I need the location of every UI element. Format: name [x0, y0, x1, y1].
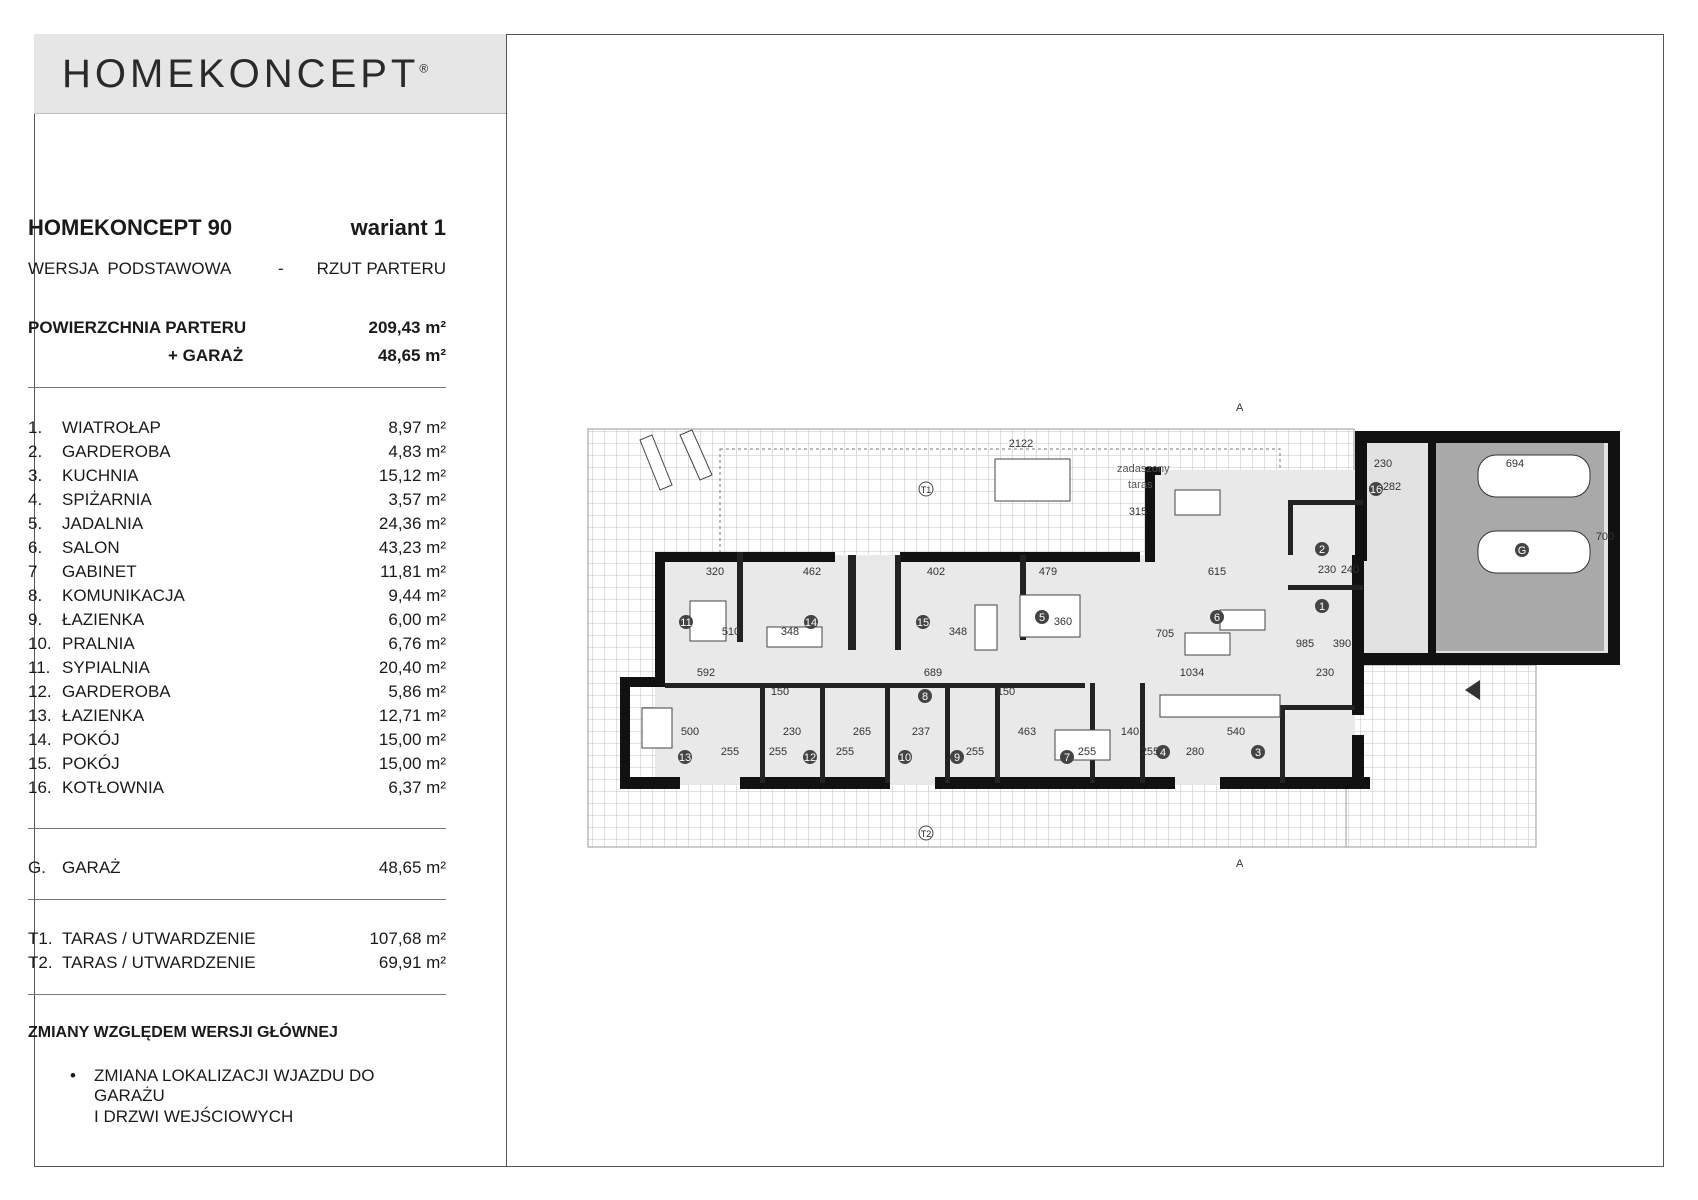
room-area: 4,83 m² — [388, 442, 446, 461]
bed-room-11 — [690, 601, 726, 641]
room-name: POKÓJ — [62, 754, 120, 773]
svg-text:402: 402 — [926, 566, 946, 578]
svg-text:230: 230 — [782, 726, 802, 738]
room-name: ŁAZIENKA — [62, 610, 145, 629]
svg-text:9: 9 — [953, 752, 961, 764]
room-name: ŁAZIENKA — [62, 706, 145, 725]
covered-terrace-label: taras — [1128, 479, 1153, 491]
ground-area-value: 209,43 m² — [368, 318, 446, 337]
room-number: 12. — [28, 682, 52, 701]
svg-text:615: 615 — [1207, 566, 1227, 578]
svg-text:14: 14 — [804, 617, 818, 629]
room-name: KUCHNIA — [62, 466, 139, 485]
ground-area-label: POWIERZCHNIA PARTERU — [28, 318, 247, 337]
svg-text:1034: 1034 — [1179, 667, 1205, 679]
section-mark-top: A — [1236, 402, 1244, 414]
svg-text:11: 11 — [680, 617, 692, 629]
svg-text:16: 16 — [1369, 484, 1383, 496]
section-mark-bottom: A — [1236, 858, 1244, 870]
view-label: RZUT PARTERU — [316, 259, 446, 278]
room-number: 3. — [28, 466, 43, 485]
changes-line-2: I DRZWI WEJŚCIOWYCH — [94, 1107, 294, 1126]
svg-text:15: 15 — [916, 617, 930, 629]
room-name: PRALNIA — [62, 634, 135, 653]
room-number: 1. — [28, 418, 43, 437]
room-number: 13. — [28, 706, 52, 725]
svg-text:2: 2 — [1318, 544, 1326, 556]
svg-text:12: 12 — [803, 752, 817, 764]
svg-text:230: 230 — [1373, 458, 1393, 470]
covered-terrace-label: zadaszony — [1117, 463, 1170, 475]
room-area: 8,97 m² — [388, 418, 446, 437]
svg-text:3: 3 — [1254, 747, 1262, 759]
divider — [28, 994, 446, 995]
project-variant: wariant 1 — [350, 215, 446, 240]
svg-text:7: 7 — [1063, 752, 1071, 764]
svg-text:T1: T1 — [920, 485, 932, 495]
tv-bench — [1220, 610, 1265, 630]
svg-text:500: 500 — [680, 726, 700, 738]
divider — [28, 899, 446, 900]
room-number: G. — [28, 858, 46, 877]
room-area: 12,71 m² — [378, 706, 446, 725]
entrance-terrace-area — [1346, 665, 1536, 847]
svg-text:463: 463 — [1017, 726, 1037, 738]
floor-plan — [580, 395, 1640, 875]
room-number: 14. — [28, 730, 52, 749]
svg-text:13: 13 — [678, 752, 692, 764]
room-name: TARAS / UTWARDZENIE — [62, 929, 256, 948]
room-number: 6. — [28, 538, 43, 557]
room-number: T2. — [28, 953, 53, 972]
svg-text:5: 5 — [1038, 612, 1046, 624]
svg-text:237: 237 — [911, 726, 931, 738]
room-name: GARDEROBA — [62, 682, 171, 701]
room-name: KOMUNIKACJA — [62, 586, 185, 605]
svg-text:1: 1 — [1318, 601, 1326, 613]
version-dash: - — [278, 259, 284, 278]
svg-text:T2: T2 — [920, 829, 932, 839]
terrace-table — [995, 459, 1070, 501]
room-name: KOTŁOWNIA — [62, 778, 165, 797]
room-number: 15. — [28, 754, 52, 773]
brand-logo: HOMEKONCEPT® — [62, 52, 429, 96]
svg-text:10: 10 — [898, 752, 912, 764]
room-area: 107,68 m² — [369, 929, 446, 948]
room-number: 9. — [28, 610, 43, 629]
svg-text:255: 255 — [1140, 746, 1160, 758]
svg-text:705: 705 — [1155, 628, 1175, 640]
room-area: 6,76 m² — [388, 634, 446, 653]
room-name: TARAS / UTWARDZENIE — [62, 953, 256, 972]
svg-text:592: 592 — [696, 667, 716, 679]
logo-box — [34, 34, 506, 114]
svg-text:348: 348 — [780, 626, 800, 638]
svg-text:320: 320 — [705, 566, 725, 578]
garage-area-value: 48,65 m² — [377, 346, 446, 365]
svg-text:280: 280 — [1185, 746, 1205, 758]
divider — [28, 387, 446, 388]
changes-line-1: ZMIANA LOKALIZACJI WJAZDU DO GARAŻU — [94, 1066, 375, 1105]
svg-text:694: 694 — [1505, 458, 1525, 470]
room-name: GARAŻ — [62, 858, 121, 877]
room-name: WIATROŁAP — [62, 418, 161, 437]
svg-text:265: 265 — [852, 726, 872, 738]
room-number: 5. — [28, 514, 43, 533]
room-area: 20,40 m² — [378, 658, 446, 677]
room-area: 43,23 m² — [378, 538, 446, 557]
room-number: 7 — [28, 562, 38, 581]
room-area: 5,86 m² — [388, 682, 446, 701]
bullet: • — [70, 1066, 76, 1085]
svg-text:255: 255 — [835, 746, 855, 758]
room-area: 15,00 m² — [378, 754, 446, 773]
svg-text:282: 282 — [1382, 481, 1402, 493]
room-name: GABINET — [62, 562, 137, 581]
svg-text:255: 255 — [720, 746, 740, 758]
room-name: SPIŻARNIA — [62, 490, 152, 509]
sofa — [1185, 633, 1230, 655]
divider — [28, 828, 446, 829]
svg-text:150: 150 — [996, 686, 1016, 698]
svg-text:230: 230 — [1317, 564, 1337, 576]
svg-text:140: 140 — [1120, 726, 1140, 738]
svg-text:255: 255 — [965, 746, 985, 758]
svg-text:689: 689 — [923, 667, 943, 679]
room-name: JADALNIA — [62, 514, 144, 533]
garage-area-label: + GARAŻ — [168, 346, 244, 365]
room-area: 6,00 m² — [388, 610, 446, 629]
svg-text:540: 540 — [1226, 726, 1246, 738]
room-area: 3,57 m² — [388, 490, 446, 509]
kitchen-counter — [1160, 695, 1280, 717]
svg-text:390: 390 — [1332, 638, 1352, 650]
room-name: SYPIALNIA — [62, 658, 150, 677]
version-label: WERSJA PODSTAWOWA — [28, 259, 232, 278]
room-number: 8. — [28, 586, 43, 605]
room-number: 16. — [28, 778, 52, 797]
room-name: GARDEROBA — [62, 442, 171, 461]
bath-tub — [642, 708, 672, 748]
room-area: 48,65 m² — [378, 858, 446, 877]
room-number: T1. — [28, 929, 53, 948]
room-number: 2. — [28, 442, 43, 461]
room-area: 15,00 m² — [378, 730, 446, 749]
room-area: 24,36 m² — [378, 514, 446, 533]
room-number: 4. — [28, 490, 43, 509]
room-name: SALON — [62, 538, 120, 557]
svg-text:2122: 2122 — [1008, 438, 1034, 450]
room-area: 15,12 m² — [378, 466, 446, 485]
svg-text:315: 315 — [1128, 506, 1148, 518]
svg-text:255: 255 — [1077, 746, 1097, 758]
room-area: 6,37 m² — [388, 778, 446, 797]
room-area: 11,81 m² — [380, 562, 446, 581]
bed-room-15 — [975, 605, 997, 650]
svg-text:150: 150 — [770, 686, 790, 698]
room-area: 69,91 m² — [378, 953, 446, 972]
room-name: POKÓJ — [62, 730, 120, 749]
svg-text:348: 348 — [948, 626, 968, 638]
svg-text:360: 360 — [1053, 616, 1073, 628]
room-number: 11. — [28, 658, 51, 677]
living-sofa — [1175, 490, 1220, 515]
svg-text:700: 700 — [1595, 531, 1615, 543]
svg-text:8: 8 — [921, 691, 929, 703]
svg-text:510: 510 — [721, 626, 741, 638]
room-area: 9,44 m² — [388, 586, 446, 605]
svg-text:4: 4 — [1159, 747, 1167, 759]
changes-title: ZMIANY WZGLĘDEM WERSJI GŁÓWNEJ — [28, 1024, 338, 1041]
svg-text:479: 479 — [1038, 566, 1058, 578]
svg-text:462: 462 — [802, 566, 822, 578]
svg-text:230: 230 — [1315, 667, 1335, 679]
svg-text:985: 985 — [1295, 638, 1315, 650]
project-name: HOMEKONCEPT 90 — [28, 215, 233, 240]
svg-text:G: G — [1517, 545, 1527, 557]
svg-text:6: 6 — [1213, 612, 1221, 624]
room-number: 10. — [28, 634, 52, 653]
svg-text:240: 240 — [1340, 564, 1360, 576]
svg-text:255: 255 — [768, 746, 788, 758]
